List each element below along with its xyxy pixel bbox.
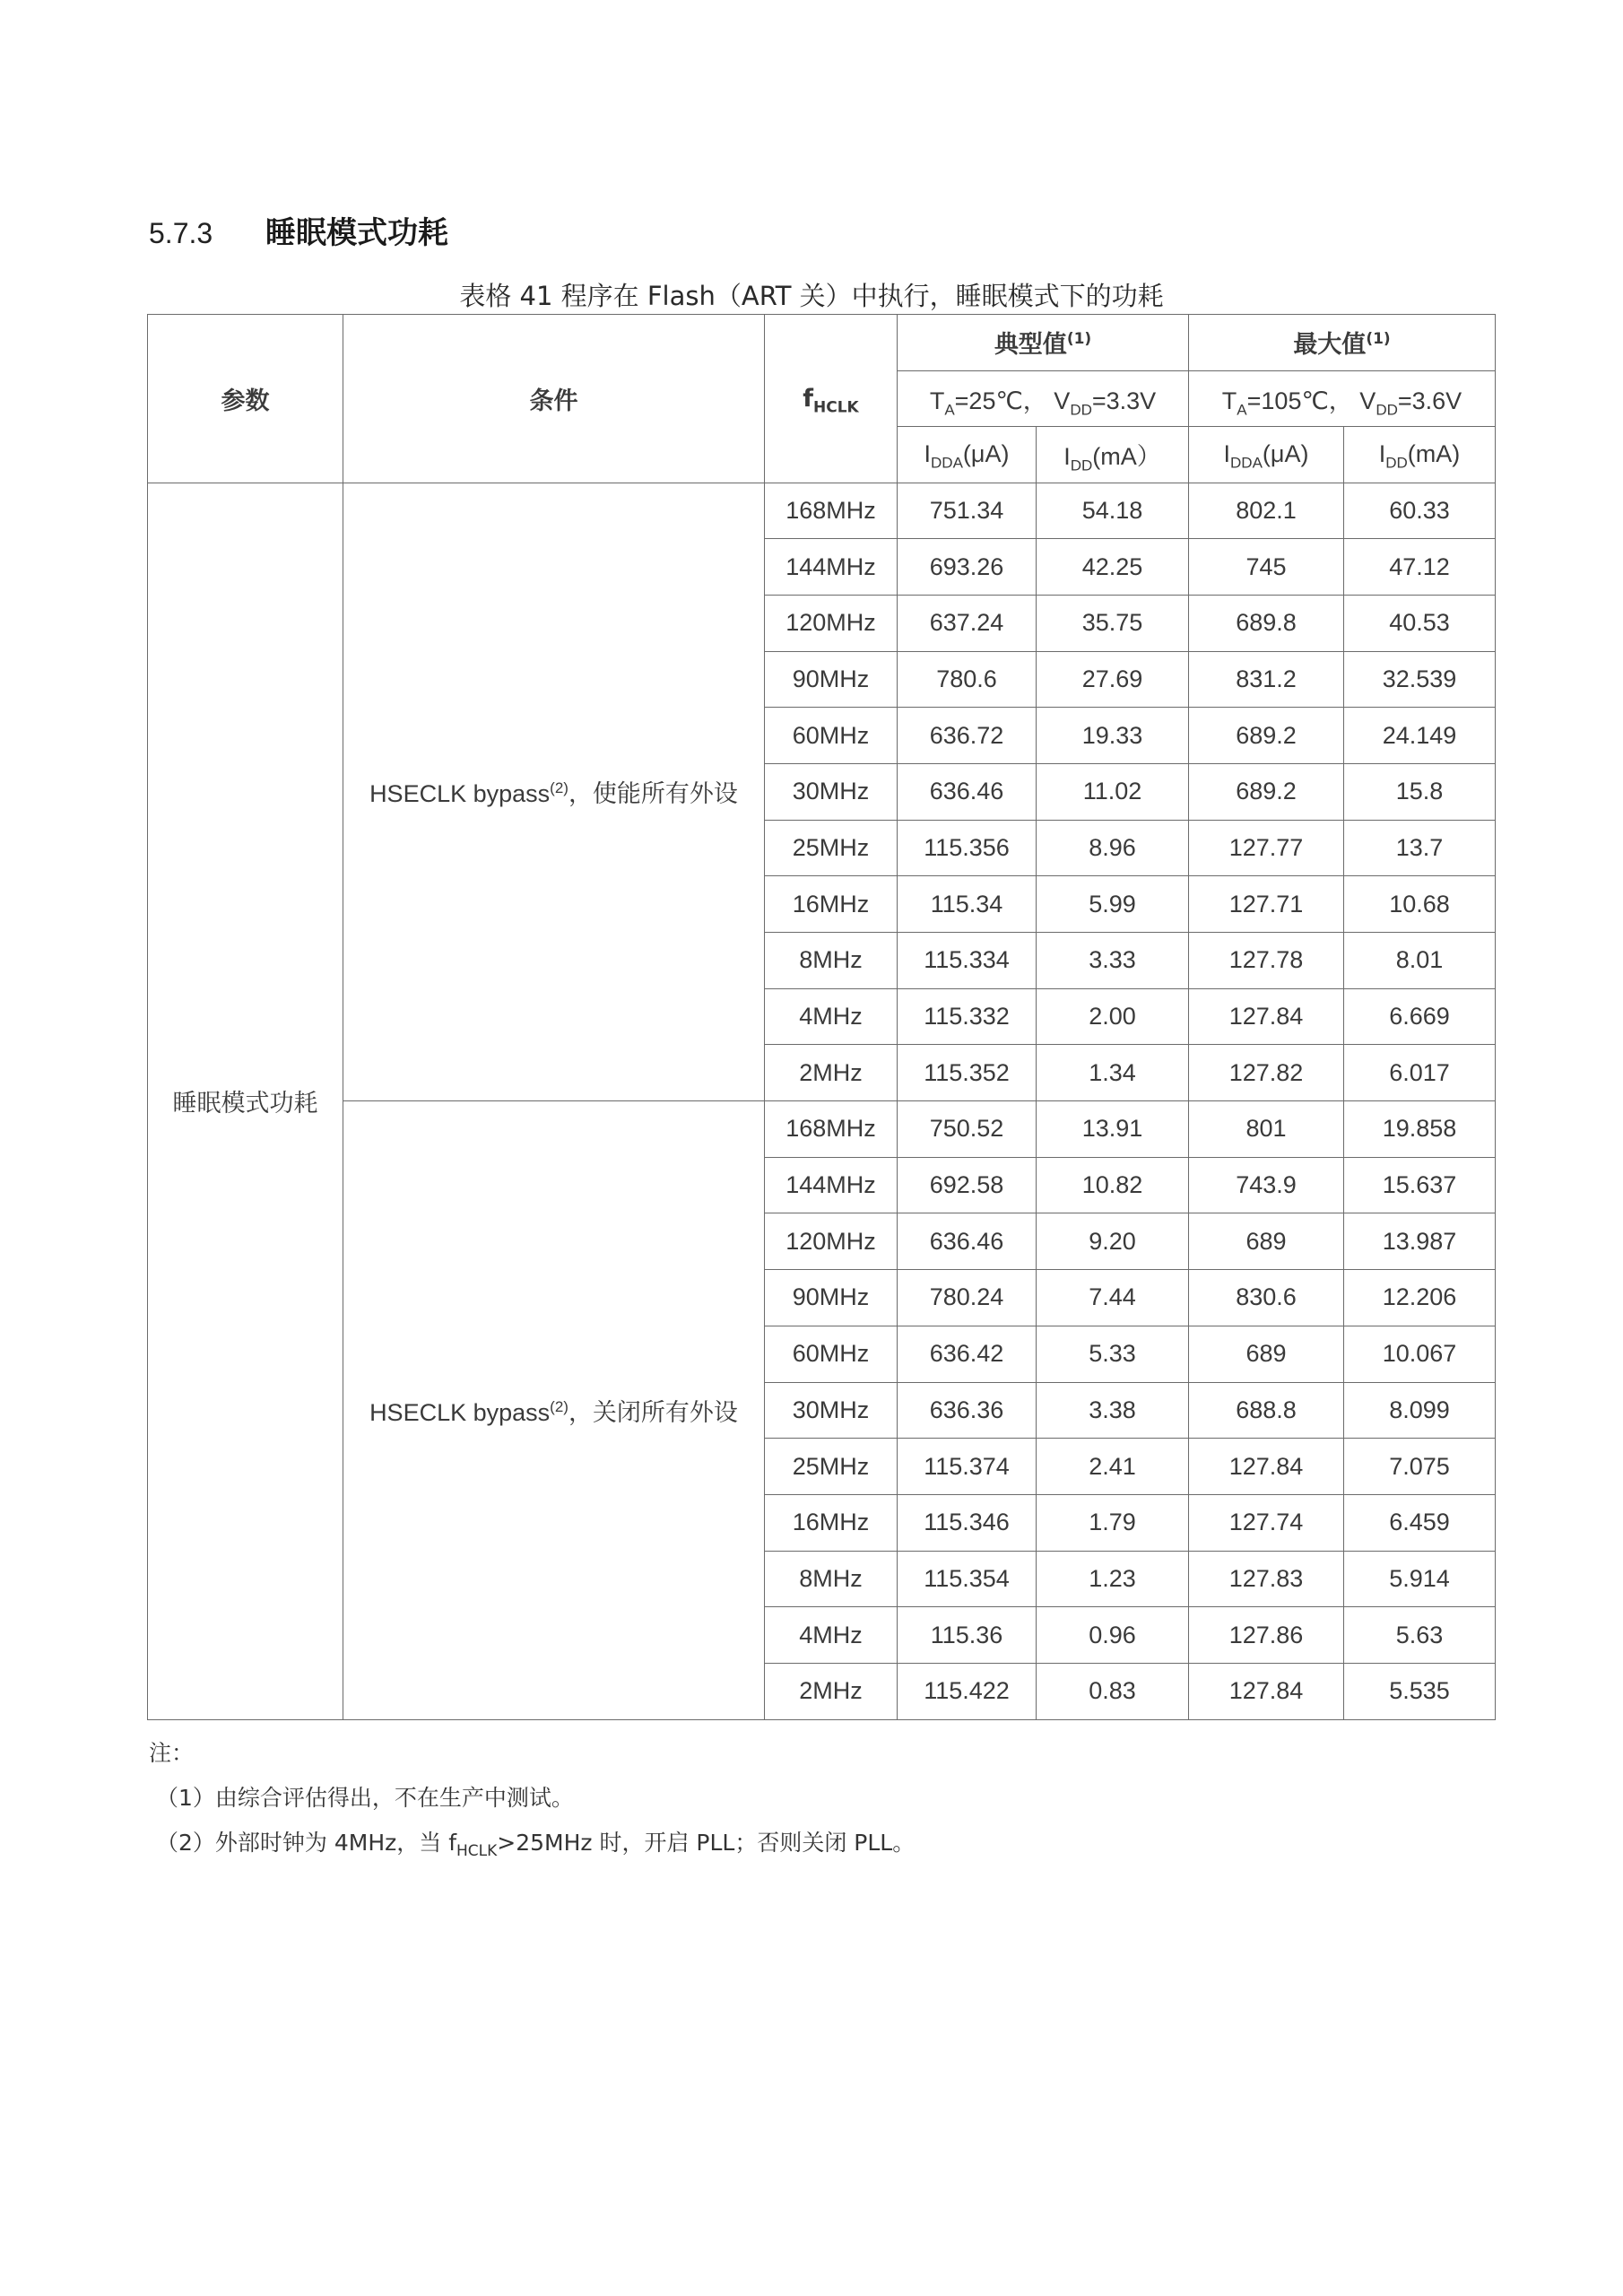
- frequency-cell: 60MHz: [765, 1326, 898, 1382]
- current-unit: (mA): [1407, 440, 1461, 468]
- max-idd-cell: 19.858: [1344, 1101, 1496, 1158]
- max-idda-cell: 127.71: [1189, 876, 1344, 933]
- current-unit: (μA): [1262, 440, 1309, 468]
- vdd-value: =3.6V: [1397, 387, 1462, 414]
- ta-value: =105℃，: [1246, 387, 1353, 414]
- typ-idd-cell: 10.82: [1037, 1157, 1189, 1213]
- typ-idda-header: [898, 427, 1037, 483]
- max-idda-header: [1189, 427, 1344, 483]
- max-idda-cell: 127.82: [1189, 1045, 1344, 1101]
- typ-idda-cell: 115.374: [898, 1439, 1037, 1495]
- typical-footnote-ref: (1): [1066, 330, 1092, 349]
- frequency-cell: 2MHz: [765, 1045, 898, 1101]
- typ-idd-cell: 1.34: [1037, 1045, 1189, 1101]
- section-title: 睡眠模式功耗: [265, 215, 448, 251]
- max-idda-cell: 745: [1189, 539, 1344, 596]
- max-idd-cell: 10.68: [1344, 876, 1496, 933]
- max-idd-cell: 5.535: [1344, 1663, 1496, 1719]
- frequency-cell: 90MHz: [765, 1270, 898, 1326]
- max-idda-cell: 127.83: [1189, 1551, 1344, 1607]
- fhclk-subscript: HCLK: [813, 398, 859, 417]
- typ-idda-cell: 750.52: [898, 1101, 1037, 1158]
- condition-peripherals: ，使能所有外设: [568, 780, 738, 809]
- typ-idda-cell: 115.346: [898, 1494, 1037, 1551]
- frequency-cell: 168MHz: [765, 1101, 898, 1158]
- frequency-cell: 2MHz: [765, 1663, 898, 1719]
- vdd-value: =3.3V: [1091, 387, 1157, 414]
- condition-cell: [343, 1101, 765, 1720]
- typ-idda-cell: 780.24: [898, 1270, 1037, 1326]
- param-header: 参数: [148, 315, 343, 483]
- max-idd-cell: 8.099: [1344, 1382, 1496, 1439]
- max-idd-cell: 32.539: [1344, 651, 1496, 708]
- frequency-cell: 30MHz: [765, 763, 898, 820]
- condition-footnote-ref: (2): [550, 1397, 568, 1415]
- footnote-2-text-tail: >25MHz 时，开启 PLL；否则关闭 PLL。: [497, 1830, 916, 1856]
- typ-idd-header: [1037, 427, 1189, 483]
- current-symbol: I: [924, 440, 932, 468]
- condition-cell: [343, 483, 765, 1101]
- max-idda-cell: 688.8: [1189, 1382, 1344, 1439]
- table-row: [148, 1101, 1496, 1158]
- frequency-cell: 25MHz: [765, 1439, 898, 1495]
- condition-footnote-ref: (2): [550, 779, 568, 797]
- ta-symbol: T: [929, 387, 945, 414]
- ta-value: =25℃，: [954, 387, 1047, 414]
- max-idd-cell: 8.01: [1344, 933, 1496, 989]
- typ-idda-cell: 636.42: [898, 1326, 1037, 1382]
- max-idda-cell: 127.74: [1189, 1494, 1344, 1551]
- current-subscript: DDA: [931, 454, 963, 472]
- max-idd-cell: 60.33: [1344, 483, 1496, 539]
- max-idda-cell: 689: [1189, 1213, 1344, 1270]
- max-idda-cell: 127.77: [1189, 820, 1344, 876]
- max-idd-cell: 6.669: [1344, 988, 1496, 1045]
- max-idd-cell: 6.017: [1344, 1045, 1496, 1101]
- max-idd-cell: 12.206: [1344, 1270, 1496, 1326]
- typ-idd-cell: 1.79: [1037, 1494, 1189, 1551]
- max-idd-cell: 40.53: [1344, 595, 1496, 651]
- footnote-2: [149, 1821, 915, 1866]
- typ-idd-cell: 11.02: [1037, 763, 1189, 820]
- max-idd-cell: 13.7: [1344, 820, 1496, 876]
- typ-idda-cell: 636.46: [898, 763, 1037, 820]
- typical-label: 典型值: [994, 331, 1067, 360]
- max-idda-cell: 801: [1189, 1101, 1344, 1158]
- typ-idd-cell: 54.18: [1037, 483, 1189, 539]
- max-idd-cell: 6.459: [1344, 1494, 1496, 1551]
- typ-idda-cell: 692.58: [898, 1157, 1037, 1213]
- max-idd-cell: 13.987: [1344, 1213, 1496, 1270]
- typ-idda-cell: 115.356: [898, 820, 1037, 876]
- header-row-1: [148, 315, 1496, 371]
- current-unit: (μA): [962, 440, 1010, 468]
- typ-idda-cell: 115.332: [898, 988, 1037, 1045]
- max-idd-header: [1344, 427, 1496, 483]
- typ-idd-cell: 9.20: [1037, 1213, 1189, 1270]
- typ-idda-cell: 636.36: [898, 1382, 1037, 1439]
- typ-idda-cell: 780.6: [898, 651, 1037, 708]
- condition-clock-source: HSECLK bypass: [369, 780, 551, 808]
- frequency-cell: 30MHz: [765, 1382, 898, 1439]
- typ-idd-cell: 7.44: [1037, 1270, 1189, 1326]
- ta-subscript: A: [944, 401, 955, 419]
- max-header: [1189, 315, 1496, 371]
- typ-idd-cell: 0.83: [1037, 1663, 1189, 1719]
- current-subscript: DD: [1385, 454, 1408, 472]
- typ-idd-cell: 3.33: [1037, 933, 1189, 989]
- max-idda-cell: 831.2: [1189, 651, 1344, 708]
- notes-label: 注：: [149, 1740, 195, 1766]
- typ-idd-cell: 5.33: [1037, 1326, 1189, 1382]
- typ-idda-cell: 115.352: [898, 1045, 1037, 1101]
- typ-idd-cell: 13.91: [1037, 1101, 1189, 1158]
- typ-idda-cell: 115.422: [898, 1663, 1037, 1719]
- typ-idd-cell: 27.69: [1037, 651, 1189, 708]
- typ-idda-cell: 751.34: [898, 483, 1037, 539]
- ta-subscript: A: [1237, 401, 1247, 419]
- typ-idd-cell: 1.23: [1037, 1551, 1189, 1607]
- ta-symbol: T: [1221, 387, 1237, 414]
- max-idda-cell: 127.84: [1189, 1663, 1344, 1719]
- max-idd-cell: 15.8: [1344, 763, 1496, 820]
- frequency-cell: 4MHz: [765, 988, 898, 1045]
- footnotes: [149, 1731, 915, 1866]
- max-idda-cell: 127.84: [1189, 988, 1344, 1045]
- max-conditions: [1189, 370, 1496, 427]
- max-idda-cell: 127.86: [1189, 1607, 1344, 1664]
- footnote-1: （1）由综合评估得出，不在生产中测试。: [156, 1785, 574, 1811]
- typ-idda-cell: 115.334: [898, 933, 1037, 989]
- max-footnote-ref: (1): [1366, 330, 1391, 349]
- table-body: [148, 315, 1496, 1720]
- section-heading: [149, 208, 448, 253]
- power-consumption-table: [147, 314, 1496, 1720]
- current-symbol: I: [1063, 443, 1071, 471]
- max-idd-cell: 15.637: [1344, 1157, 1496, 1213]
- max-idda-cell: 689.8: [1189, 595, 1344, 651]
- current-symbol: I: [1378, 440, 1386, 468]
- table-caption: 表格 41 程序在 Flash（ART 关）中执行，睡眠模式下的功耗: [459, 281, 1164, 311]
- typ-idda-cell: 115.36: [898, 1607, 1037, 1664]
- typical-header: [898, 315, 1189, 371]
- typ-idda-cell: 636.72: [898, 708, 1037, 764]
- condition-clock-source: HSECLK bypass: [369, 1398, 551, 1426]
- max-label: 最大值: [1293, 331, 1367, 360]
- max-idda-cell: 127.78: [1189, 933, 1344, 989]
- frequency-cell: 168MHz: [765, 483, 898, 539]
- vdd-subscript: DD: [1070, 401, 1092, 419]
- max-idd-cell: 7.075: [1344, 1439, 1496, 1495]
- typ-idd-cell: 2.41: [1037, 1439, 1189, 1495]
- frequency-cell: 8MHz: [765, 933, 898, 989]
- frequency-cell: 144MHz: [765, 539, 898, 596]
- footnote-2-text: （2）外部时钟为 4MHz，当 f: [156, 1830, 456, 1856]
- typ-idd-cell: 42.25: [1037, 539, 1189, 596]
- typ-idda-cell: 115.354: [898, 1551, 1037, 1607]
- max-idda-cell: 830.6: [1189, 1270, 1344, 1326]
- frequency-cell: 120MHz: [765, 595, 898, 651]
- typ-idd-cell: 0.96: [1037, 1607, 1189, 1664]
- param-cell: 睡眠模式功耗: [148, 483, 343, 1719]
- max-idda-cell: 689.2: [1189, 763, 1344, 820]
- typ-idd-cell: 35.75: [1037, 595, 1189, 651]
- frequency-cell: 16MHz: [765, 1494, 898, 1551]
- frequency-cell: 4MHz: [765, 1607, 898, 1664]
- max-idda-cell: 689: [1189, 1326, 1344, 1382]
- footnote-2-subscript: HCLK: [456, 1842, 498, 1860]
- typ-idda-cell: 115.34: [898, 876, 1037, 933]
- typ-idda-cell: 693.26: [898, 539, 1037, 596]
- condition-peripherals: ，关闭所有外设: [568, 1398, 738, 1427]
- frequency-cell: 144MHz: [765, 1157, 898, 1213]
- vdd-symbol: V: [1054, 387, 1071, 414]
- condition-header: 条件: [343, 315, 765, 483]
- max-idd-cell: 10.067: [1344, 1326, 1496, 1382]
- frequency-cell: 25MHz: [765, 820, 898, 876]
- typ-idd-cell: 5.99: [1037, 876, 1189, 933]
- typical-conditions: [898, 370, 1189, 427]
- current-subscript: DDA: [1230, 454, 1263, 472]
- typ-idd-cell: 2.00: [1037, 988, 1189, 1045]
- vdd-symbol: V: [1359, 387, 1376, 414]
- typ-idd-cell: 3.38: [1037, 1382, 1189, 1439]
- frequency-cell: 120MHz: [765, 1213, 898, 1270]
- current-unit: (mA）: [1092, 443, 1161, 471]
- fhclk-symbol: f: [803, 384, 814, 413]
- vdd-subscript: DD: [1376, 401, 1398, 419]
- current-symbol: I: [1223, 440, 1231, 468]
- max-idd-cell: 5.914: [1344, 1551, 1496, 1607]
- max-idd-cell: 24.149: [1344, 708, 1496, 764]
- max-idda-cell: 802.1: [1189, 483, 1344, 539]
- max-idda-cell: 689.2: [1189, 708, 1344, 764]
- fhclk-header: [765, 315, 898, 483]
- max-idd-cell: 5.63: [1344, 1607, 1496, 1664]
- frequency-cell: 60MHz: [765, 708, 898, 764]
- typ-idd-cell: 19.33: [1037, 708, 1189, 764]
- max-idd-cell: 47.12: [1344, 539, 1496, 596]
- frequency-cell: 16MHz: [765, 876, 898, 933]
- max-idda-cell: 743.9: [1189, 1157, 1344, 1213]
- typ-idda-cell: 636.46: [898, 1213, 1037, 1270]
- section-number: 5.7.3: [149, 217, 213, 249]
- frequency-cell: 8MHz: [765, 1551, 898, 1607]
- typ-idda-cell: 637.24: [898, 595, 1037, 651]
- max-idda-cell: 127.84: [1189, 1439, 1344, 1495]
- table-row: [148, 483, 1496, 539]
- current-subscript: DD: [1070, 457, 1093, 474]
- typ-idd-cell: 8.96: [1037, 820, 1189, 876]
- frequency-cell: 90MHz: [765, 651, 898, 708]
